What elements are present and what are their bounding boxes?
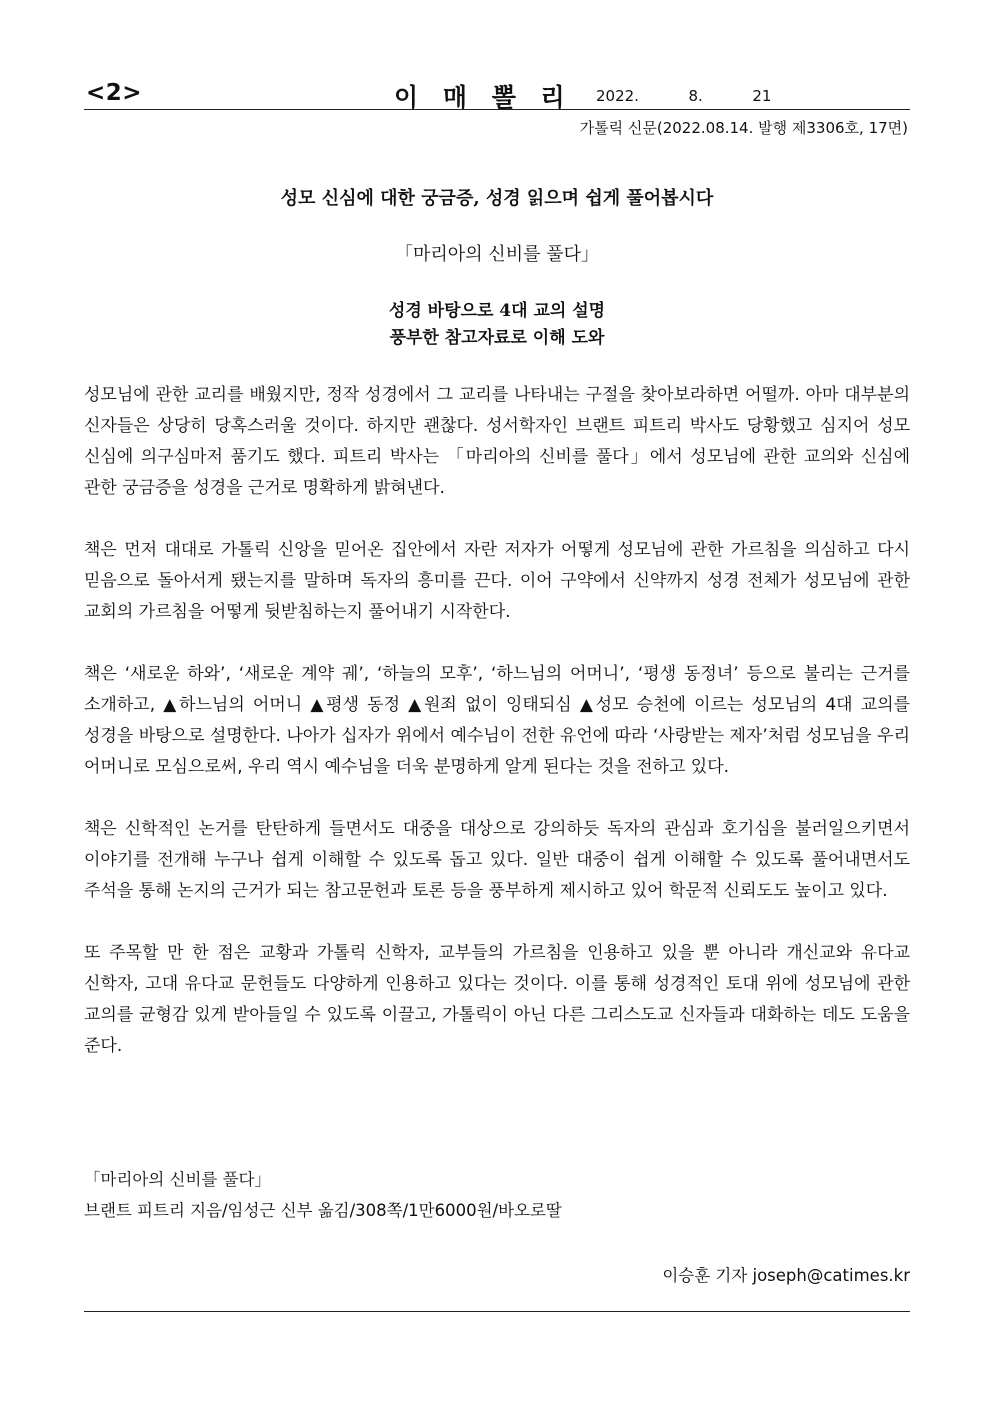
subheading-1: 성경 바탕으로 4대 교의 설명: [388, 301, 606, 321]
paragraph-5: 또 주목할 만 한 점은 교황과 가톨릭 신학자, 교부들의 가르침을 인용하고 있을 뿐 아니라 개신교와 유다교 신학자, 고대 유다교 문헌들도 다양하게 인용하고 있다는 것이다. 이를 통해 성경적인 토대 위에 성모님에 관한 교의를 균형감 있게 받아들일 수 있도록 이끌고, 가톨릭이 아닌 다른 그리스도교 신자들과 대화하는 데도 도움을 준다.: [84, 943, 910, 1056]
reporter-byline: 이승훈 기자 joseph@catimes.kr: [662, 1266, 910, 1285]
article-headline: 성모 신심에 대한 궁금증, 성경 읽으며 쉽게 풀어봅시다: [280, 188, 714, 209]
subheading-2: 풍부한 참고자료로 이해 도와: [389, 328, 605, 348]
book-title-heading: 「마리아의 신비를 풀다」: [395, 244, 599, 265]
paragraph-2: 책은 먼저 대대로 가톨릭 신앙을 믿어온 집안에서 자란 저자가 어떻게 성모님에 관한 가르침을 의심하고 다시 믿음으로 돌아서게 됐는지를 말하며 독자의 흥미를 끈다. 이어 구약에서 신약까지 성경 전체가 성모님에 관한 교회의 가르침을 어떻게 뒷받침하는지 풀어내기 시작한다.: [84, 540, 910, 622]
book-info: [84, 1164, 562, 1226]
page-number: <2>: [86, 80, 143, 106]
article-subheadings: [84, 298, 910, 352]
masthead: [84, 80, 910, 110]
source-citation: 가톨릭 신문(2022.08.14. 발행 제3306호, 17면): [579, 119, 908, 137]
paragraph-1: 성모님에 관한 교리를 배웠지만, 정작 성경에서 그 교리를 나타내는 구절을 찾아보라하면 어떨까. 아마 대부분의 신자들은 상당히 당혹스러울 것이다. 하지만 괜찮다. 성서학자인 브랜트 피트리 박사도 당황했고 심지어 성모 신심에 의구심마저 품기도 했다. 피트리 박사는 「마리아의 신비를 풀다」에서 성모님에 관한 교의와 신심에 관한 궁금증을 성경을 근거로 명확하게 밝혀낸다.: [84, 385, 910, 498]
book-info-details: 브랜트 피트리 지음/임성근 신부 옮김/308쪽/1만6000원/바오로딸: [84, 1201, 562, 1220]
book-info-title: 「마리아의 신비를 풀다」: [84, 1170, 271, 1189]
issue-date: 2022. 8. 21: [596, 87, 772, 105]
footer-divider: [84, 1311, 910, 1312]
article-body: [84, 380, 910, 1093]
paragraph-4: 책은 신학적인 논거를 탄탄하게 들면서도 대중을 대상으로 강의하듯 독자의 관심과 호기심을 불러일으키면서 이야기를 전개해 누구나 쉽게 이해할 수 있도록 돕고 있다. 일반 대중이 쉽게 이해할 수 있도록 풀어내면서도 주석을 통해 논지의 근거가 되는 참고문헌과 토론 등을 풍부하게 제시하고 있어 학문적 신뢰도도 높이고 있다.: [84, 819, 910, 901]
newsletter-name: 이 매 뽈 리: [394, 83, 573, 112]
paragraph-3: 책은 ‘새로운 하와’, ‘새로운 계약 궤’, ‘하늘의 모후’, ‘하느님의 어머니’, ‘평생 동정녀’ 등으로 불리는 근거를 소개하고, ▲하느님의 어머니 ▲평생 동정 ▲원죄 없이 잉태되심 ▲성모 승천에 이르는 성모님의 4대 교의를 성경을 바탕으로 설명한다. 나아가 십자가 위에서 예수님이 전한 유언에 따라 ‘사랑받는 제자’처럼 성모님을 우리 어머니로 모심으로써, 우리 역시 예수님을 더욱 분명하게 알게 된다는 것을 전하고 있다.: [84, 664, 910, 777]
masthead-divider: [84, 109, 910, 110]
